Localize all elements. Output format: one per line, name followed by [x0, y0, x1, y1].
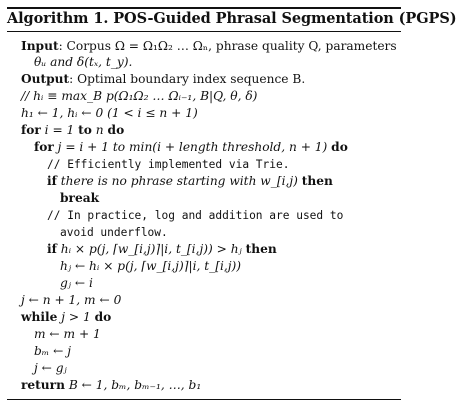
- algo-token: : Corpus Ω = Ω₁Ω₂ … Ωₙ, phrase quality Q, parameters: [58, 39, 397, 53]
- algo-token: return: [21, 378, 65, 392]
- algo-token: Output: [21, 72, 70, 86]
- algo-line-output: [21, 73, 305, 85]
- algo-token: break: [60, 191, 100, 205]
- algo-token: // In practice, log and addition are used to: [47, 209, 344, 222]
- algo-token: i = 1: [40, 123, 79, 137]
- algo-line-for-j: [34, 141, 348, 153]
- algo-line-comment-log-cont: [60, 226, 168, 238]
- algo-line-comment-log: [47, 209, 343, 221]
- algo-token: avoid underflow.: [60, 226, 168, 239]
- algo-token: do: [94, 310, 112, 324]
- algo-token: n: [91, 123, 108, 137]
- algo-token: for: [21, 123, 41, 137]
- algo-token: B ← 1, bₘ, bₘ₋₁, …, b₁: [64, 378, 202, 392]
- algorithm-box: [7, 7, 456, 413]
- algo-line-init-j-m: [21, 294, 121, 306]
- algo-token: do: [331, 140, 348, 154]
- algo-token: θᵤ and δ(tₓ, t_y).: [34, 55, 133, 69]
- algo-token: j ← gⱼ: [34, 361, 67, 375]
- algo-token: hᵢ × p(j, ⌈w_[i,j)⌉|i, t_[i,j)) > hⱼ: [56, 242, 246, 256]
- algo-token: // Efficiently implemented via Trie.: [47, 158, 290, 171]
- algo-token: hⱼ ← hᵢ × p(j, ⌈w_[i,j)⌉|i, t_[i,j)): [60, 259, 242, 273]
- algo-line-return: [21, 379, 201, 391]
- algo-token: // hᵢ ≡ max_B p(Ω₁Ω₂ … Ωᵢ₋₁, B|Q, θ, δ): [21, 89, 258, 103]
- algo-line-comment-h: [21, 90, 257, 102]
- title-rule: [7, 31, 401, 32]
- algo-line-comment-trie: [47, 158, 289, 170]
- algo-token: if: [47, 174, 57, 188]
- algo-token: do: [107, 123, 125, 137]
- algo-token: j > 1: [57, 310, 95, 324]
- algo-token: then: [245, 242, 277, 256]
- bottom-rule: [7, 399, 401, 400]
- algo-line-init: [21, 107, 198, 119]
- algo-token: there is no phrase starting with w_[i,j): [56, 174, 302, 188]
- algo-token: Input: [21, 39, 59, 53]
- algo-line-assign-j: [34, 362, 67, 374]
- algo-line-input: [21, 40, 397, 52]
- algo-token: for: [34, 140, 54, 154]
- algo-token: j = i + 1 to min(i + length threshold, n + 1): [53, 140, 332, 154]
- top-rule: [7, 7, 401, 9]
- algo-line-input-cont: [34, 56, 132, 68]
- algo-token: gⱼ ← i: [60, 276, 93, 290]
- algo-line-while: [21, 311, 111, 323]
- algo-line-for-i: [21, 124, 124, 136]
- algo-token: to: [78, 123, 92, 137]
- algo-token: j ← n + 1, m ← 0: [21, 293, 122, 307]
- algo-token: m ← m + 1: [34, 327, 101, 341]
- algo-line-if-update: [47, 243, 277, 255]
- algo-token: while: [21, 310, 58, 324]
- algo-token: h₁ ← 1, hᵢ ← 0 (1 < i ≤ n + 1): [21, 106, 198, 120]
- algo-line-assign-b: [34, 345, 71, 357]
- algo-token: then: [301, 174, 333, 188]
- algo-line-assign-h: [60, 260, 241, 272]
- algo-token: bₘ ← j: [34, 344, 72, 358]
- algo-line-assign-g: [60, 277, 93, 289]
- algo-line-break: [60, 192, 99, 204]
- algo-token: if: [47, 242, 57, 256]
- algo-line-inc-m: [34, 328, 101, 340]
- algorithm-title-text: Algorithm 1. POS-Guided Phrasal Segmentation (PGPS): [7, 10, 456, 27]
- algo-token: : Optimal boundary index sequence B.: [69, 72, 306, 86]
- algo-line-if-no-phrase: [47, 175, 333, 187]
- algorithm-title: [7, 10, 456, 27]
